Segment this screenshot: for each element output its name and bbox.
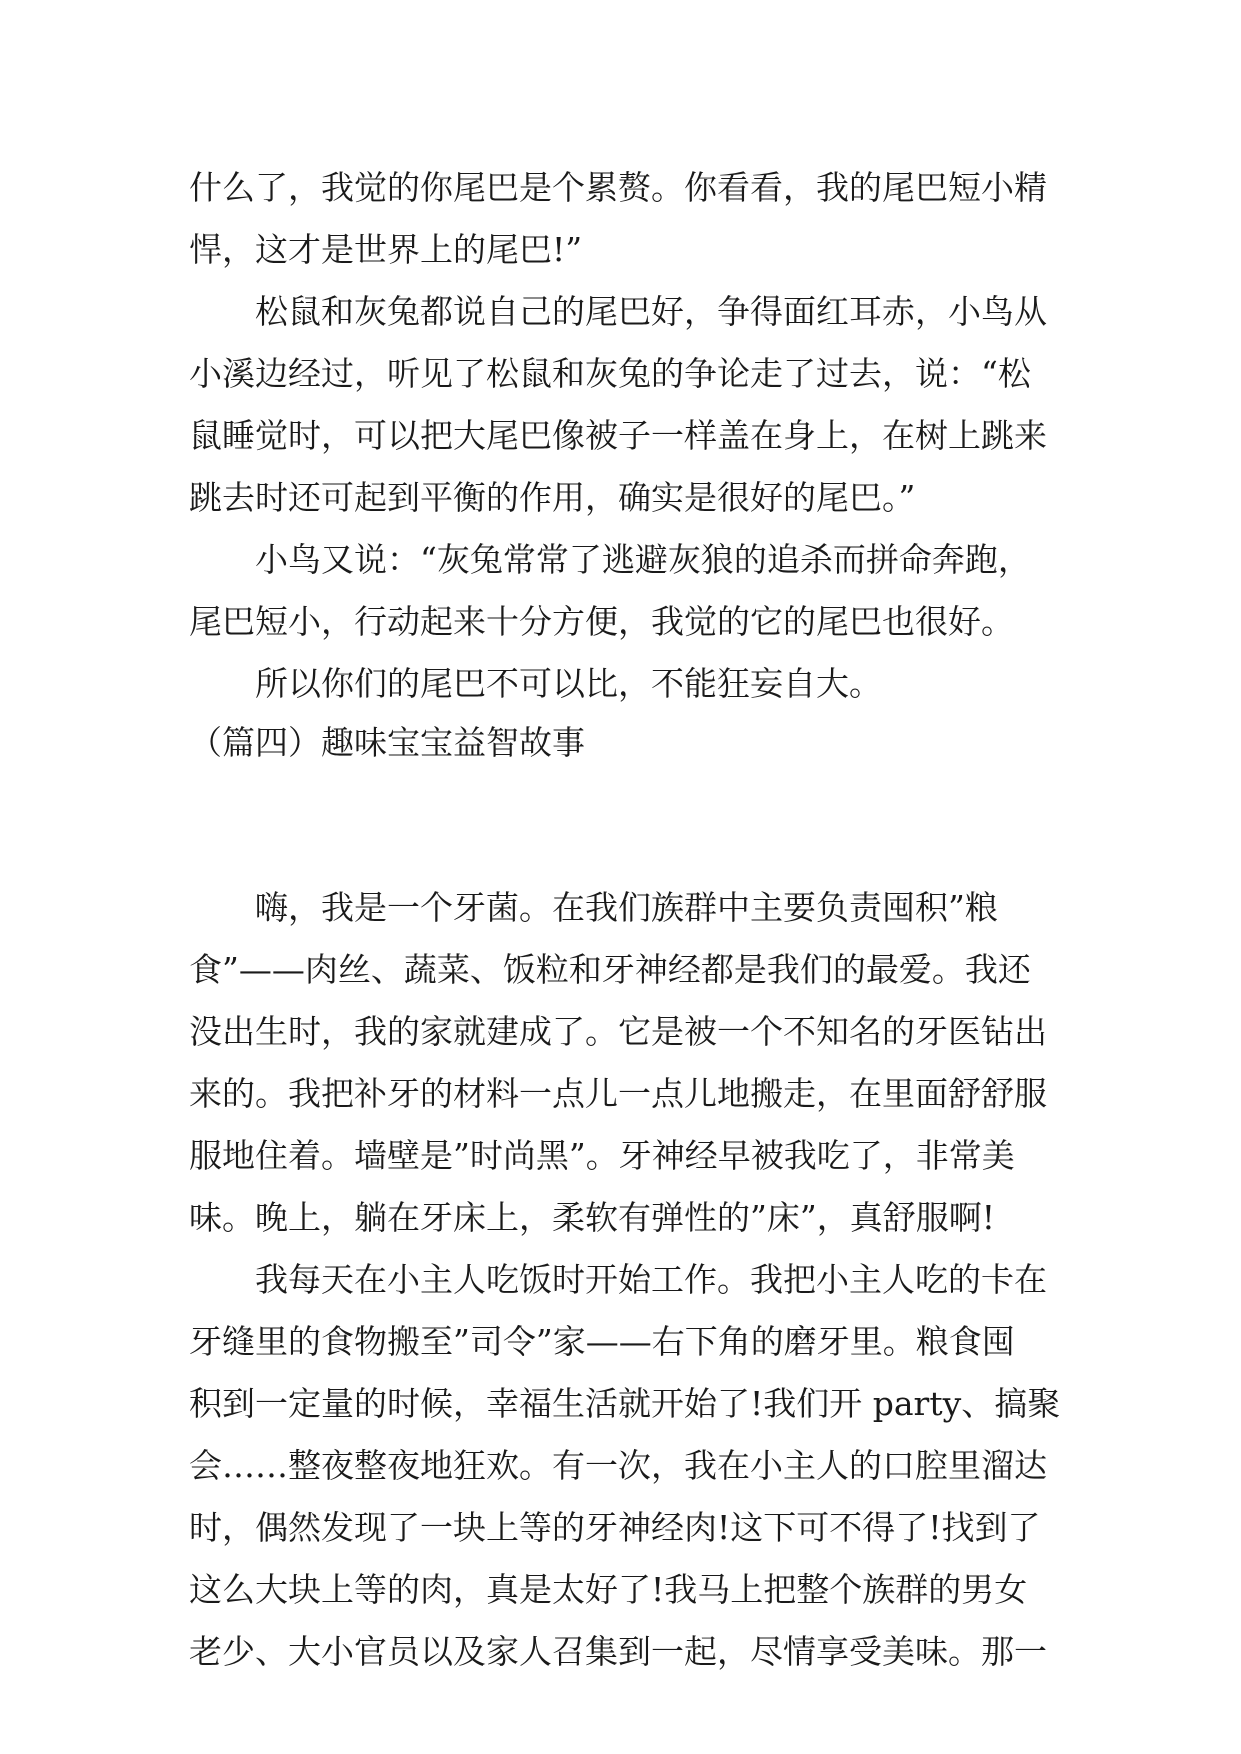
paragraph-start: 我每天在小主人吃饭时开始工作。我把小主人吃的卡在: [255, 1260, 1047, 1299]
paragraph-start: 所以你们的尾巴不可以比，不能狂妄自大。: [255, 664, 882, 703]
text-line: 牙缝里的食物搬至”司令”家——右下角的磨牙里。粮食囤: [189, 1322, 1015, 1361]
text-line: 跳去时还可起到平衡的作用，确实是很好的尾巴。”: [189, 478, 916, 517]
text-line: 尾巴短小，行动起来十分方便，我觉的它的尾巴也很好。: [189, 602, 1014, 641]
text-line: 时，偶然发现了一块上等的牙神经肉!这下可不得了!找到了: [189, 1508, 1041, 1547]
text-line: 食”——肉丝、蔬菜、饭粒和牙神经都是我们的最爱。我还: [189, 950, 1031, 989]
paragraph-start: 嗨，我是一个牙菌。在我们族群中主要负责囤积”粮: [255, 888, 998, 927]
text-line: 小溪边经过，听见了松鼠和灰兔的争论走了过去，说：“松: [189, 354, 1031, 393]
text-line: 来的。我把补牙的材料一点儿一点儿地搬走，在里面舒舒服: [189, 1074, 1047, 1113]
text-line: 老少、大小官员以及家人召集到一起，尽情享受美味。那一: [189, 1632, 1047, 1671]
text-line: 服地住着。墙壁是”时尚黑”。牙神经早被我吃了，非常美: [189, 1136, 1015, 1175]
text-line: 悍，这才是世界上的尾巴!”: [189, 230, 583, 269]
text-line: 味。晚上，躺在牙床上，柔软有弹性的”床”，真舒服啊!: [189, 1198, 996, 1237]
text-line: 什么了，我觉的你尾巴是个累赘。你看看，我的尾巴短小精: [189, 168, 1047, 207]
text-line: 这么大块上等的肉，真是太好了!我马上把整个族群的男女: [189, 1570, 1028, 1609]
section-heading: （篇四）趣味宝宝益智故事: [189, 723, 585, 762]
paragraph-start: 松鼠和灰兔都说自己的尾巴好，争得面红耳赤，小鸟从: [255, 292, 1047, 331]
paragraph-start: 小鸟又说：“灰兔常常了逃避灰狼的追杀而拼命奔跑，: [255, 540, 1031, 579]
text-line: 积到一定量的时候，幸福生活就开始了!我们开 party、搞聚: [189, 1384, 1061, 1423]
text-line: 会……整夜整夜地狂欢。有一次，我在小主人的口腔里溜达: [189, 1446, 1047, 1485]
text-line: 鼠睡觉时，可以把大尾巴像被子一样盖在身上，在树上跳来: [189, 416, 1047, 455]
text-line: 没出生时，我的家就建成了。它是被一个不知名的牙医钻出: [189, 1012, 1047, 1051]
